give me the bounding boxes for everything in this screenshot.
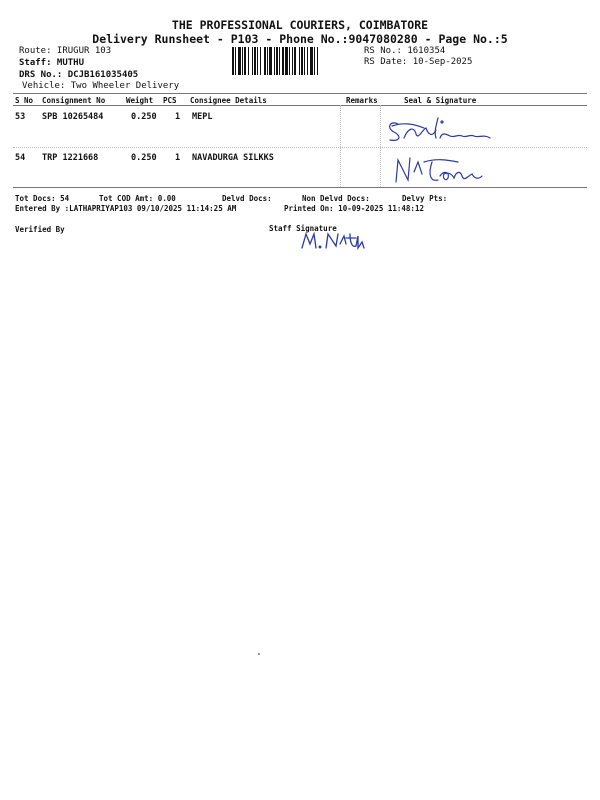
col-consignee: Consignee Details: [190, 96, 267, 105]
staff-signature-label: Staff Signature: [269, 224, 337, 233]
barcode-bar: [260, 47, 261, 75]
barcode-bar: [269, 47, 272, 75]
barcode-bar: [289, 47, 290, 75]
barcode-bar: [299, 47, 300, 75]
barcode-bar: [314, 47, 315, 75]
barcode-bar: [285, 47, 288, 75]
drs-number: DRS No.: DCJB161035405: [19, 70, 139, 80]
barcode-bar: [304, 47, 305, 75]
col-consignment: Consignment No: [42, 96, 106, 105]
barcode-bar: [310, 47, 313, 75]
rs-number: RS No.: 1610354: [364, 46, 446, 56]
col-seal-signature: Seal & Signature: [404, 96, 477, 105]
barcode-bar: [282, 47, 284, 75]
row-sno: 53: [15, 112, 26, 122]
col-weight: Weight: [126, 96, 154, 105]
row-pcs: 1: [175, 112, 181, 122]
barcode-bar: [252, 47, 253, 75]
row-weight: 0.250: [131, 153, 157, 163]
row-sno: 54: [15, 153, 26, 163]
entered-by: Entered By :LATHAPRIYAP103 09/10/2025 11:14:25 AM: [15, 204, 237, 213]
vehicle-label: Vehicle: Two Wheeler Delivery: [22, 81, 180, 91]
delivery-points: Delvy Pts:: [402, 194, 448, 203]
totals-rule: [13, 187, 587, 188]
delivered-docs: Delvd Docs:: [222, 194, 272, 203]
route-label: Route: IRUGUR 103: [19, 46, 112, 56]
row-consignment: SPB 10265484: [42, 112, 104, 122]
barcode-bar: [292, 47, 293, 75]
table-top-rule: [13, 93, 587, 94]
barcode-bar: [244, 47, 246, 75]
barcode-bar: [294, 47, 296, 75]
tot-cod-amount: Tot COD Amt: 0.00: [99, 194, 176, 203]
col-sno: S No: [15, 96, 34, 105]
tot-docs: Tot Docs: 54: [15, 194, 70, 203]
barcode-bar: [279, 47, 280, 75]
barcode-bar: [235, 47, 236, 75]
row-consignee: MEPL: [192, 112, 213, 122]
row-divider: [13, 147, 587, 148]
scan-speck: [258, 653, 260, 655]
barcode-bar: [242, 47, 243, 75]
staff-signature: [298, 230, 378, 252]
verified-by: Verified By: [15, 225, 65, 234]
barcode: [232, 47, 360, 75]
barcode-bar: [307, 47, 308, 75]
column-divider: [340, 105, 341, 187]
recipient-signature-2: [388, 152, 488, 192]
barcode-bar: [257, 47, 258, 75]
row-consignment: TRP 1221668: [42, 153, 99, 163]
barcode-bar: [264, 47, 266, 75]
row-consignee: NAVADURGA SILKKS: [192, 153, 274, 163]
table-header-rule: [13, 105, 587, 106]
company-name: THE PROFESSIONAL COURIERS, COIMBATORE: [171, 18, 429, 32]
barcode-bar: [274, 47, 275, 75]
printed-on: Printed On: 10-09-2025 11:48:12: [284, 204, 424, 213]
barcode-bar: [317, 47, 318, 75]
rs-date: RS Date: 10-Sep-2025: [364, 57, 473, 67]
barcode-bar: [301, 47, 303, 75]
barcode-bar: [248, 47, 249, 75]
barcode-graphic: [232, 47, 360, 75]
recipient-signature-1: [380, 112, 500, 148]
row-pcs: 1: [175, 153, 181, 163]
non-delivered-docs: Non Delvd Docs:: [302, 194, 370, 203]
staff-label: Staff: MUTHU: [19, 58, 85, 68]
col-pcs: PCS: [163, 96, 177, 105]
row-weight: 0.250: [131, 112, 157, 122]
col-remarks: Remarks: [346, 96, 378, 105]
barcode-bar: [238, 47, 241, 75]
barcode-bar: [254, 47, 256, 75]
runsheet-title: Delivery Runsheet - P103 - Phone No.:9047080280 - Page No.:5: [92, 32, 508, 46]
barcode-bar: [232, 47, 234, 75]
barcode-bar: [276, 47, 278, 75]
barcode-bar: [267, 47, 268, 75]
